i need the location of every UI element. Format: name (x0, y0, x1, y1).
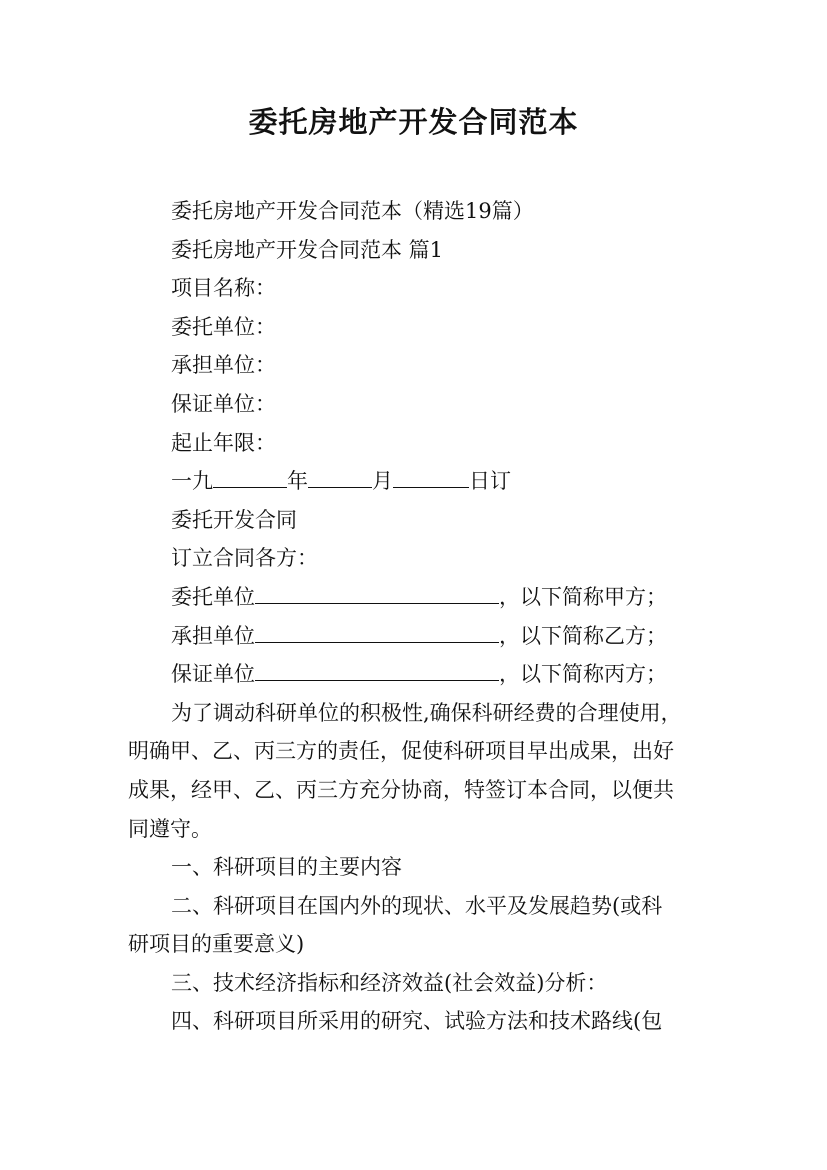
date-day-suffix: 日订 (469, 469, 511, 494)
day-blank (393, 465, 469, 488)
project-name-field: 项目名称： (171, 276, 276, 301)
year-blank (213, 465, 287, 488)
date-year-label: 年 (287, 469, 308, 494)
party-c-label: 保证单位 (171, 662, 255, 687)
party-c-blank (255, 658, 499, 681)
purpose-line-1: 为了调动科研单位的积极性,确保科研经费的合理使用， (171, 700, 682, 725)
party-a-suffix: ，以下简称甲方； (499, 584, 667, 609)
section-2-heading: 二、科研项目在国内外的现状、水平及发展趋势(或科 (171, 893, 663, 918)
contract-name: 委托开发合同 (171, 507, 297, 532)
party-a-label: 委托单位 (171, 584, 255, 609)
party-b-blank (255, 620, 499, 643)
party-b-label: 承担单位 (171, 623, 255, 648)
purpose-line-2: 明确甲、乙、丙三方的责任，促使科研项目早出成果，出好 (128, 739, 674, 764)
party-a-blank (255, 581, 499, 604)
document-body (128, 192, 708, 1041)
month-blank (308, 465, 372, 488)
section-1-heading: 一、科研项目的主要内容 (171, 855, 402, 880)
guarantee-unit-field: 保证单位： (171, 391, 276, 416)
date-line (128, 462, 708, 501)
document-title: 委托房地产开发合同范本 (248, 105, 579, 139)
intro-line: 委托房地产开发合同范本（精选19篇） (171, 199, 534, 223)
section-2-continuation: 研项目的重要意义) (128, 932, 305, 957)
term-field: 起止年限： (171, 430, 276, 455)
date-prefix: 一九 (171, 469, 213, 494)
date-month-label: 月 (372, 469, 393, 494)
party-c-suffix: ，以下简称丙方； (499, 662, 667, 687)
parties-heading: 订立合同各方： (171, 546, 318, 571)
purpose-line-4: 同遵守。 (128, 816, 212, 841)
party-b-line (128, 617, 708, 656)
purpose-line-3: 成果，经甲、乙、丙三方充分协商，特签订本合同，以便共 (128, 777, 674, 802)
section-4-heading: 四、科研项目所采用的研究、试验方法和技术路线(包 (171, 1009, 663, 1034)
chapter-heading: 委托房地产开发合同范本 篇1 (171, 237, 444, 262)
section-3-heading: 三、技术经济指标和经济效益(社会效益)分析： (171, 970, 608, 995)
party-b-suffix: ，以下简称乙方； (499, 623, 667, 648)
undertaking-unit-field: 承担单位： (171, 353, 276, 378)
party-a-line (128, 578, 708, 617)
party-c-line (128, 655, 708, 694)
entrusting-unit-field: 委托单位： (171, 314, 276, 339)
